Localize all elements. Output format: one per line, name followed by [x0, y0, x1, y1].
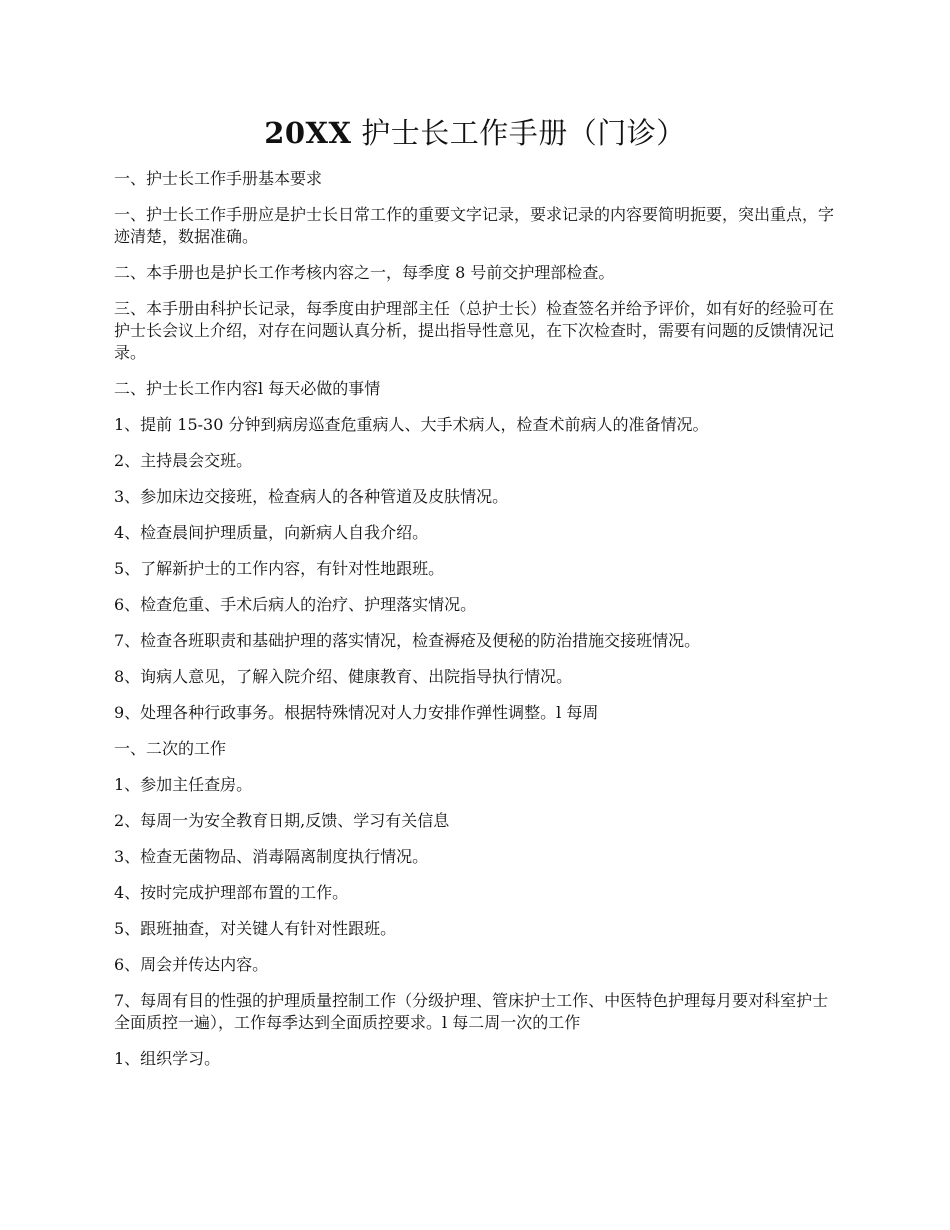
paragraph: 二、本手册也是护长工作考核内容之一，每季度 8 号前交护理部检查。 — [114, 263, 615, 282]
list-item: 9、处理各种行政事务。根据特殊情况对人力安排作弹性调整。l 每周 — [114, 703, 599, 722]
section-heading: 一、二次的工作 — [114, 739, 227, 758]
list-item: 6、检查危重、手术后病人的治疗、护理落实情况。 — [114, 595, 477, 614]
list-item: 4、检查晨间护理质量，向新病人自我介绍。 — [114, 523, 429, 542]
paragraph: 三、本手册由科护长记录，每季度由护理部主任（总护士长）检查签名并给予评价，如有好的经验可在护士长会议上介绍，对存在问题认真分析，提出指导性意见，在下次检查时，需要有问题的反馈情况记录。 — [114, 299, 835, 362]
list-item: 1、组织学习。 — [114, 1049, 221, 1068]
title-year: 20XX — [264, 116, 352, 150]
list-item: 5、了解新护士的工作内容，有针对性地跟班。 — [114, 559, 445, 578]
list-item: 7、每周有目的性强的护理质量控制工作（分级护理、管床护士工作、中医特色护理每月要对科室护士全面质控一遍），工作每季达到全面质控要求。l 每二周一次的工作 — [114, 991, 829, 1032]
paragraph: 一、护士长工作手册应是护士长日常工作的重要文字记录，要求记录的内容要简明扼要，突出重点，字迹清楚，数据准确。 — [114, 205, 835, 246]
document-title — [0, 113, 950, 153]
list-item: 5、跟班抽查，对关键人有针对性跟班。 — [114, 919, 397, 938]
list-item: 1、参加主任查房。 — [114, 775, 253, 794]
list-item: 2、每周一为安全教育日期,反馈、学习有关信息 — [114, 811, 450, 830]
list-item: 6、周会并传达内容。 — [114, 955, 269, 974]
section-heading: 二、护士长工作内容l 每天必做的事情 — [114, 379, 381, 398]
list-item: 8、询病人意见，了解入院介绍、健康教育、出院指导执行情况。 — [114, 667, 573, 686]
list-item: 7、检查各班职责和基础护理的落实情况，检查褥疮及便秘的防治措施交接班情况。 — [114, 631, 701, 650]
title-text: 护士长工作手册（门诊） — [361, 116, 686, 150]
list-item: 3、参加床边交接班，检查病人的各种管道及皮肤情况。 — [114, 487, 509, 506]
document-body — [114, 168, 838, 1084]
list-item: 4、按时完成护理部布置的工作。 — [114, 883, 349, 902]
section-heading: 一、护士长工作手册基本要求 — [114, 169, 323, 188]
list-item: 2、主持晨会交班。 — [114, 451, 253, 470]
list-item: 3、检查无菌物品、消毒隔离制度执行情况。 — [114, 847, 429, 866]
list-item: 1、提前 15-30 分钟到病房巡查危重病人、大手术病人，检查术前病人的准备情况。 — [114, 415, 709, 434]
